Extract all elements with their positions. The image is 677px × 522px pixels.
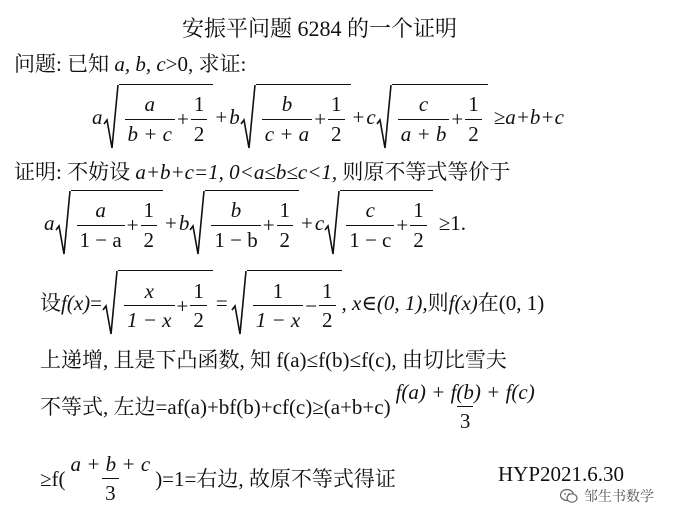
frac-num: 1 xyxy=(413,198,424,222)
watermark xyxy=(560,486,654,506)
frac-num: 1 xyxy=(322,279,333,303)
coef-c: c xyxy=(314,210,325,235)
frac-num: b xyxy=(281,92,293,116)
def-fx: f(x) xyxy=(61,291,91,315)
frac-num: f(a) + f(b) + f(c) xyxy=(395,380,535,404)
frac-den: 1 − x xyxy=(124,305,175,332)
function-definition xyxy=(40,270,544,336)
frac-num: c xyxy=(418,92,429,116)
def-eq: = xyxy=(90,291,102,315)
frac-num: a + b + c xyxy=(70,452,151,476)
frac-num: 1 xyxy=(193,279,204,303)
plus: + xyxy=(352,104,365,129)
radical-fx xyxy=(102,270,213,336)
frac-den: 2 xyxy=(141,225,158,253)
frac-num: 1 xyxy=(279,198,291,222)
chebyshev-statement xyxy=(40,380,540,433)
plus: + xyxy=(451,107,464,131)
conclusion-line xyxy=(40,452,396,505)
def-fx2: f(x) xyxy=(448,291,478,315)
radical-3 xyxy=(376,84,488,150)
frac-den: c + a xyxy=(262,119,313,147)
wechat-icon xyxy=(560,488,578,504)
def-interval: 在(0, 1) xyxy=(477,291,545,315)
def-domain: , x∈(0, 1), xyxy=(341,291,428,315)
monotonic-statement: 上递增, 且是下凸函数, 知 f(a)≤f(b)≤f(c), 由切比雪夫 xyxy=(40,348,507,372)
frac-den: 2 xyxy=(410,225,427,253)
plus: + xyxy=(176,293,189,318)
proof-suffix: 则原不等式等价于 xyxy=(342,160,511,184)
plus: + xyxy=(177,107,189,131)
inequality-rhs: ≥a+b+c xyxy=(493,104,564,129)
proof-prefix: 证明: 不妨设 xyxy=(14,160,136,184)
inequality-rhs: ≥1. xyxy=(438,210,467,235)
frac-num: a xyxy=(144,92,155,116)
frac-num: 1 xyxy=(468,92,479,116)
plus: + xyxy=(165,210,177,235)
frac-num: 1 xyxy=(193,92,205,116)
inequality-equivalent xyxy=(44,190,466,256)
coef-a: a xyxy=(44,210,55,235)
frac-den: 2 xyxy=(277,225,294,253)
frac-den: 2 xyxy=(191,119,208,147)
watermark-text: 邹生书数学 xyxy=(584,489,654,505)
page-title: 安振平问题 6284 的一个证明 xyxy=(182,16,458,41)
frac-num: 1 xyxy=(143,198,155,222)
radical-fx-2 xyxy=(231,270,342,336)
proof-condition: a+b+c=1, 0<a≤b≤c<1, xyxy=(135,160,343,184)
frac-den: 3 xyxy=(102,478,119,505)
problem-statement xyxy=(14,52,246,76)
frac-num: 1 xyxy=(272,279,284,303)
frac-den: a + b xyxy=(398,119,450,147)
plus: + xyxy=(126,213,139,237)
frac-den: 1 − x xyxy=(253,305,304,332)
inequality-original xyxy=(92,84,564,150)
plus: + xyxy=(314,107,327,131)
frac-den: 2 xyxy=(465,119,482,147)
plus: + xyxy=(301,210,313,235)
author-signature: HYP2021.6.30 xyxy=(498,462,625,486)
def-eq: = xyxy=(215,291,228,315)
conclusion-prefix: ≥f( xyxy=(40,466,66,491)
conclusion-suffix: )=1=右边, 故原不等式得证 xyxy=(155,466,396,491)
frac-den: 1 − c xyxy=(346,225,394,253)
frac-num: b xyxy=(230,198,242,222)
coef-a: a xyxy=(92,104,103,129)
frac-den: b + c xyxy=(125,119,176,147)
def-then: 则 xyxy=(427,291,449,315)
frac-den: 1 − a xyxy=(77,225,125,253)
radical-2 xyxy=(189,190,299,256)
coef-b: b xyxy=(178,210,190,235)
radical-3 xyxy=(324,190,433,256)
def-prefix: 设 xyxy=(40,291,61,315)
problem-vars: a, b, c xyxy=(114,52,166,76)
problem-condition: >0, 求证: xyxy=(165,52,247,76)
problem-prefix: 问题: 已知 xyxy=(14,52,115,76)
frac-num: a xyxy=(95,198,106,222)
chebyshev-text: 不等式, 左边=af(a)+bf(b)+cf(c)≥(a+b+c) xyxy=(40,394,391,419)
minus: − xyxy=(305,293,318,318)
coef-b: b xyxy=(229,104,240,129)
plus: + xyxy=(215,104,228,129)
frac-num: c xyxy=(365,198,375,222)
frac-den: 2 xyxy=(328,119,345,147)
plus: + xyxy=(262,213,275,237)
frac-num: x xyxy=(144,279,154,303)
frac-num: 1 xyxy=(331,92,342,116)
coef-c: c xyxy=(366,104,376,129)
radical-2 xyxy=(240,84,351,150)
frac-den: 1 − b xyxy=(211,225,260,253)
frac-den: 2 xyxy=(319,305,336,332)
frac-den: 3 xyxy=(457,406,474,433)
frac-den: 2 xyxy=(190,305,207,332)
radical-1 xyxy=(103,84,214,150)
plus: + xyxy=(396,213,409,237)
radical-1 xyxy=(55,190,164,256)
proof-assumption xyxy=(14,160,510,184)
